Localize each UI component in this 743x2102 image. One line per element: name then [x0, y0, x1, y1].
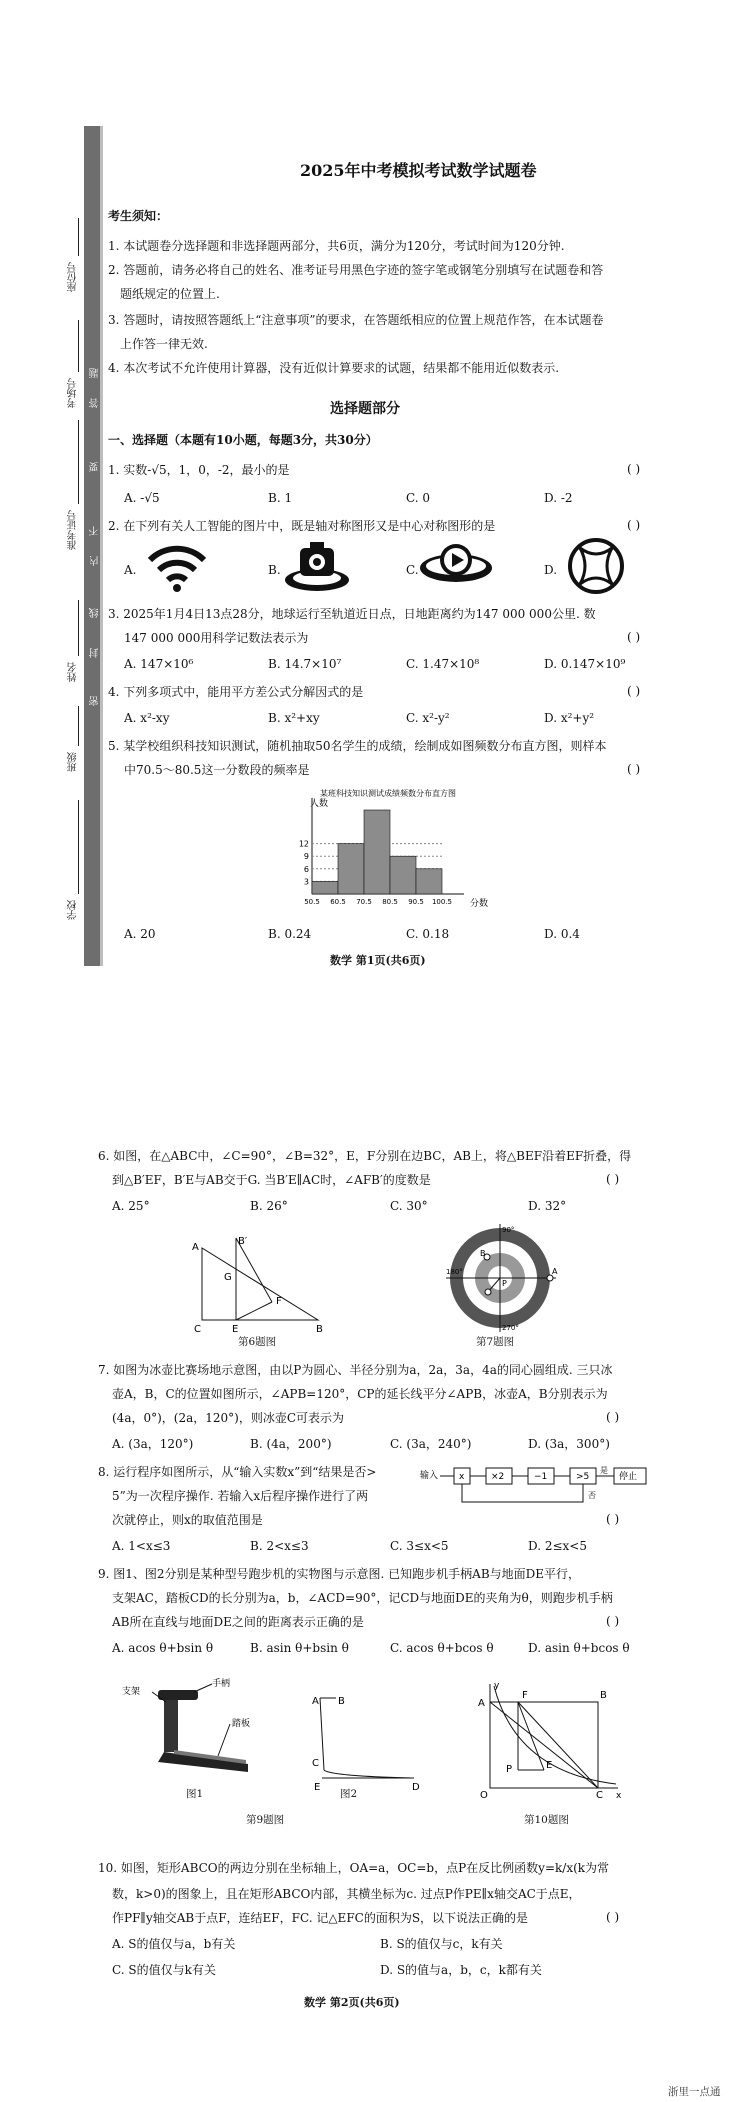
svg-text:C: C [194, 1324, 201, 1335]
q5-option-d: D. 0.4 [544, 927, 580, 941]
handle-label: 手柄 [212, 1679, 231, 1689]
section-title: 选择题部分 [330, 401, 400, 417]
q6-option-c: C. 30° [390, 1199, 428, 1213]
binding-strip-edge [100, 126, 103, 966]
answer-paren: ( ) [606, 1172, 620, 1186]
figure-9-diagram [296, 1694, 420, 1793]
y-tick-label: 9 [303, 852, 309, 862]
figure-7-curling-target [444, 1222, 562, 1334]
q4-option-a: A. x²-xy [124, 711, 170, 725]
histogram-bar [390, 856, 416, 894]
notice-line: 2. 答题前，请务必将自己的姓名、准考证号用黑色字迹的签字笔或钢笔分别填写在试题卷和答 [108, 263, 604, 277]
x-axis-label: 分数 [470, 899, 489, 909]
name-line [78, 600, 79, 656]
q3-option-b: B. 14.7×10⁷ [268, 657, 342, 671]
svg-text:D: D [412, 1782, 420, 1793]
q4-option-b: B. x²+xy [268, 711, 320, 725]
q9-stem: 9. 图1、图2分别是某种型号跑步机的实物图与示意图. 已知跑步机手柄AB与地面DE平行， [98, 1567, 581, 1581]
flow-gt5: >5 [576, 1472, 590, 1482]
flow-minus1: −1 [534, 1472, 548, 1482]
figure-10-coordinate [472, 1680, 622, 1800]
svg-text:F: F [522, 1690, 528, 1701]
q5-option-c: C. 0.18 [406, 927, 450, 941]
q8-stem: 8. 运行程序如图所示，从“输入实数x”到“结果是否> [98, 1465, 377, 1479]
svg-text:E: E [232, 1324, 239, 1335]
svg-text:B′: B′ [238, 1236, 248, 1247]
notice-line: 上作答一律无效. [120, 337, 208, 351]
q9-stem-cont2: AB所在直线与地面DE之间的距离表示正确的是 [112, 1615, 364, 1629]
q6-option-d: D. 32° [528, 1199, 567, 1213]
q5-option-b: B. 0.24 [268, 927, 312, 941]
histogram-bar [364, 810, 390, 894]
fig6-caption: 第6题图 [238, 1336, 277, 1348]
q8-option-c: C. 3≤x<5 [390, 1539, 449, 1553]
q7-stem: 7. 如图为冰壶比赛场地示意图，由以P为圆心、半径分别为a，2a，3a，4a的同心圆组成. 三只冰 [98, 1363, 613, 1377]
svg-text:x: x [616, 1791, 622, 1801]
q1-stem: 1. 实数-√5，1，0，-2，最小的是 [108, 463, 290, 477]
globe-icon [566, 536, 626, 596]
treadmill-photo [118, 1672, 268, 1782]
q2-option-b: B. [268, 563, 281, 577]
binding-char: 内 [90, 556, 101, 566]
q10-stem-cont: 数，k>0)的图象上，且在矩形ABCO内部，其横坐标为c. 过点P作PE∥x轴交AC于点E， [112, 1887, 581, 1901]
binding-char: 题 [90, 368, 101, 378]
fig7-caption: 第7题图 [476, 1336, 515, 1348]
fig9-1-label: 图1 [186, 1788, 204, 1800]
svg-text:C: C [596, 1790, 603, 1801]
q7-option-b: B. (4a，200°) [250, 1437, 332, 1451]
svg-text:90°: 90° [502, 1226, 515, 1234]
x-tick-label: 60.5 [330, 898, 346, 906]
flow-no: 否 [588, 1491, 596, 1500]
y-axis-label: 人数 [310, 799, 329, 809]
q8-stem-cont2: 次就停止，则x的取值范围是 [112, 1513, 263, 1527]
q3-stem-cont: 147 000 000用科学记数法表示为 [124, 631, 309, 645]
q7-stem-cont2: (4a，0°)，(2a，120°)，则冰壶C可表示为 [112, 1411, 345, 1425]
q1-option-d: D. -2 [544, 491, 573, 505]
watermark: 浙里一点通 [668, 2086, 721, 2098]
svg-text:B: B [600, 1690, 607, 1701]
q9-option-c: C. acos θ+bcos θ [390, 1641, 494, 1655]
school-line [78, 800, 79, 894]
notice-line: 1. 本试题卷分选择题和非选择题两部分，共6页，满分为120分，考试时间为120分钟. [108, 239, 565, 253]
page2-footer: 数学 第2页(共6页) [304, 1996, 400, 2009]
y-tick-label: 6 [303, 864, 309, 874]
q2-option-d: D. [544, 563, 558, 577]
q4-option-d: D. x²+y² [544, 711, 595, 725]
ticket-number-line [78, 420, 79, 504]
binding-char: 封 [90, 648, 101, 658]
svg-text:B: B [338, 1696, 345, 1707]
q3-option-c: C. 1.47×10⁸ [406, 657, 480, 671]
q5-option-a: A. 20 [124, 927, 156, 941]
svg-text:E: E [546, 1760, 553, 1771]
camera-icon [282, 536, 352, 594]
q2-option-a: A. [124, 563, 137, 577]
school-label: 学校 [68, 900, 79, 920]
svg-text:B: B [480, 1249, 486, 1258]
q9-option-d: D. asin θ+bcos θ [528, 1641, 630, 1655]
q7-option-d: D. (3a，300°) [528, 1437, 610, 1451]
binding-char: 不 [90, 526, 101, 536]
svg-text:B: B [316, 1324, 323, 1335]
pedal-label: 踏板 [232, 1719, 251, 1729]
seat-number-line [78, 218, 79, 256]
svg-text:y: y [494, 1681, 500, 1691]
page1-footer: 数学 第1页(共6页) [330, 954, 426, 967]
q6-stem: 6. 如图，在△ABC中，∠C=90°，∠B=32°，E，F分别在边BC，AB上，将△BEF沿着EF折叠，得 [98, 1149, 632, 1163]
flow-x: x [459, 1472, 465, 1482]
q1-option-a: A. -√5 [124, 491, 160, 505]
svg-text:A: A [312, 1696, 319, 1707]
fig10-caption: 第10题图 [524, 1814, 569, 1826]
histogram-bar [338, 844, 364, 894]
histogram-chart [282, 786, 502, 918]
answer-paren: ( ) [627, 518, 641, 532]
q8-option-b: B. 2<x≤3 [250, 1539, 309, 1553]
answer-paren: ( ) [606, 1910, 620, 1924]
class-label: 班级 [68, 752, 79, 772]
answer-paren: ( ) [627, 630, 641, 644]
q6-option-a: A. 25° [112, 1199, 150, 1213]
ticket-number-label: 准考证号 [68, 510, 79, 550]
q7-stem-cont: 壶A，B，C的位置如图所示，∠APB=120°，CP的延长线平分∠APB，冰壶A，B分别表示为 [112, 1387, 608, 1401]
q9-stem-cont: 支架AC，踏板CD的长分别为a，b，∠ACD=90°，记CD与地面DE的夹角为θ，则跑步机手柄 [112, 1591, 613, 1605]
class-line [78, 706, 79, 746]
figure-6-triangle [188, 1234, 328, 1334]
svg-text:E: E [314, 1782, 321, 1793]
q5-stem-cont: 中70.5～80.5这一分数段的频率是 [124, 763, 310, 777]
svg-text:P: P [502, 1279, 507, 1288]
y-tick-label: 12 [298, 839, 309, 849]
answer-paren: ( ) [627, 462, 641, 476]
y-tick-label: 3 [303, 877, 309, 887]
notice-title: 考生须知： [108, 209, 169, 223]
svg-text:A: A [552, 1267, 558, 1276]
q4-option-c: C. x²-y² [406, 711, 450, 725]
flowchart [418, 1464, 650, 1512]
q8-option-a: A. 1<x≤3 [112, 1539, 171, 1553]
q9-option-b: B. asin θ+bsin θ [250, 1641, 349, 1655]
q1-option-b: B. 1 [268, 491, 293, 505]
answer-paren: ( ) [627, 762, 641, 776]
flow-input: 输入 [420, 1471, 439, 1481]
wifi-icon [144, 538, 210, 594]
play-button-icon [418, 536, 494, 594]
q2-stem: 2. 在下列有关人工智能的图片中，既是轴对称图形又是中心对称图形的是 [108, 519, 496, 533]
q2-option-c: C. [406, 563, 419, 577]
svg-text:270°: 270° [502, 1324, 519, 1332]
q7-option-c: C. (3a，240°) [390, 1437, 472, 1451]
support-label: 支架 [122, 1687, 141, 1697]
q8-option-d: D. 2≤x<5 [528, 1539, 587, 1553]
histogram-bar [416, 869, 442, 894]
svg-text:C: C [312, 1758, 319, 1769]
notice-line: 4. 本次考试不允许使用计算器，没有近似计算要求的试题，结果都不能用近似数表示. [108, 361, 560, 375]
x-tick-label: 80.5 [382, 898, 398, 906]
binding-char: 线 [90, 608, 101, 618]
binding-char: 要 [90, 462, 101, 472]
q3-option-d: D. 0.147×10⁹ [544, 657, 626, 671]
fig9-2-label: 图2 [340, 1788, 358, 1800]
svg-text:P: P [506, 1764, 513, 1775]
svg-text:A: A [478, 1698, 485, 1709]
q7-option-a: A. (3a，120°) [112, 1437, 194, 1451]
chart-title: 某班科技知识测试成绩频数分布直方图 [320, 789, 456, 798]
q4-stem: 4. 下列多项式中，能用平方差公式分解因式的是 [108, 685, 364, 699]
fig9-caption: 第9题图 [246, 1814, 285, 1826]
flow-stop: 停止 [619, 1472, 638, 1482]
q10-stem: 10. 如图，矩形ABCO的两边分别在坐标轴上，OA=a，OC=b，点P在反比例函数y=k/x(k为常 [98, 1861, 610, 1875]
name-label: 姓名 [68, 662, 79, 682]
svg-text:O: O [480, 1790, 488, 1801]
answer-paren: ( ) [627, 684, 641, 698]
binding-char: 答 [90, 398, 101, 408]
binding-char: 密 [90, 696, 101, 706]
answer-paren: ( ) [606, 1614, 620, 1628]
histogram-bar [312, 881, 338, 894]
flow-yes: 是 [600, 1466, 608, 1475]
x-tick-label: 100.5 [431, 898, 453, 906]
q10-option-a: A. S的值仅与a，b有关 [112, 1937, 236, 1951]
q10-option-c: C. S的值仅与k有关 [112, 1963, 216, 1977]
notice-line: 题纸规定的位置上. [120, 287, 220, 301]
x-tick-label: 50.5 [304, 898, 320, 906]
svg-text:F: F [276, 1296, 282, 1307]
q3-option-a: A. 147×10⁶ [124, 657, 194, 671]
exam-room-line [78, 320, 79, 372]
binding-strip [84, 126, 100, 966]
x-tick-label: 70.5 [356, 898, 372, 906]
q10-stem-cont2: 作PF∥y轴交AB于点F，连结EF，FC. 记△EFC的面积为S，以下说法正确的是 [112, 1911, 529, 1925]
part-header: 一、选择题（本题有10小题，每题3分，共30分） [108, 433, 378, 447]
q6-stem-cont: 到△B′EF，B′E与AB交于G. 当B′E∥AC时，∠AFB′的度数是 [112, 1173, 431, 1187]
page-title: 2025年中考模拟考试数学试题卷 [300, 161, 537, 180]
q8-stem-cont: 5”为一次程序操作. 若输入x后程序操作进行了两 [112, 1489, 369, 1503]
seat-number-label: 座位号 [68, 262, 79, 292]
q6-option-b: B. 26° [250, 1199, 288, 1213]
flow-times2: ×2 [491, 1472, 505, 1482]
q10-option-d: D. S的值与a，b，c，k都有关 [380, 1963, 542, 1977]
answer-paren: ( ) [606, 1410, 620, 1424]
exam-room-label: 考场号 [68, 378, 79, 408]
q5-stem: 5. 某学校组织科技知识测试，随机抽取50名学生的成绩，绘制成如图频数分布直方图，则样本 [108, 739, 607, 753]
svg-text:G: G [224, 1272, 232, 1283]
svg-text:A: A [192, 1242, 199, 1253]
x-tick-label: 90.5 [408, 898, 424, 906]
q3-stem: 3. 2025年1月4日13点28分，地球运行至轨道近日点，日地距离约为147 000 000公里. 数 [108, 607, 596, 621]
q1-option-c: C. 0 [406, 491, 431, 505]
q10-option-b: B. S的值仅与c，k有关 [380, 1937, 503, 1951]
q9-option-a: A. acos θ+bsin θ [112, 1641, 214, 1655]
notice-line: 3. 答题时，请按照答题纸上“注意事项”的要求，在答题纸相应的位置上规范作答，在本试题卷 [108, 313, 604, 327]
svg-text:180°: 180° [446, 1268, 463, 1276]
answer-paren: ( ) [606, 1512, 620, 1526]
